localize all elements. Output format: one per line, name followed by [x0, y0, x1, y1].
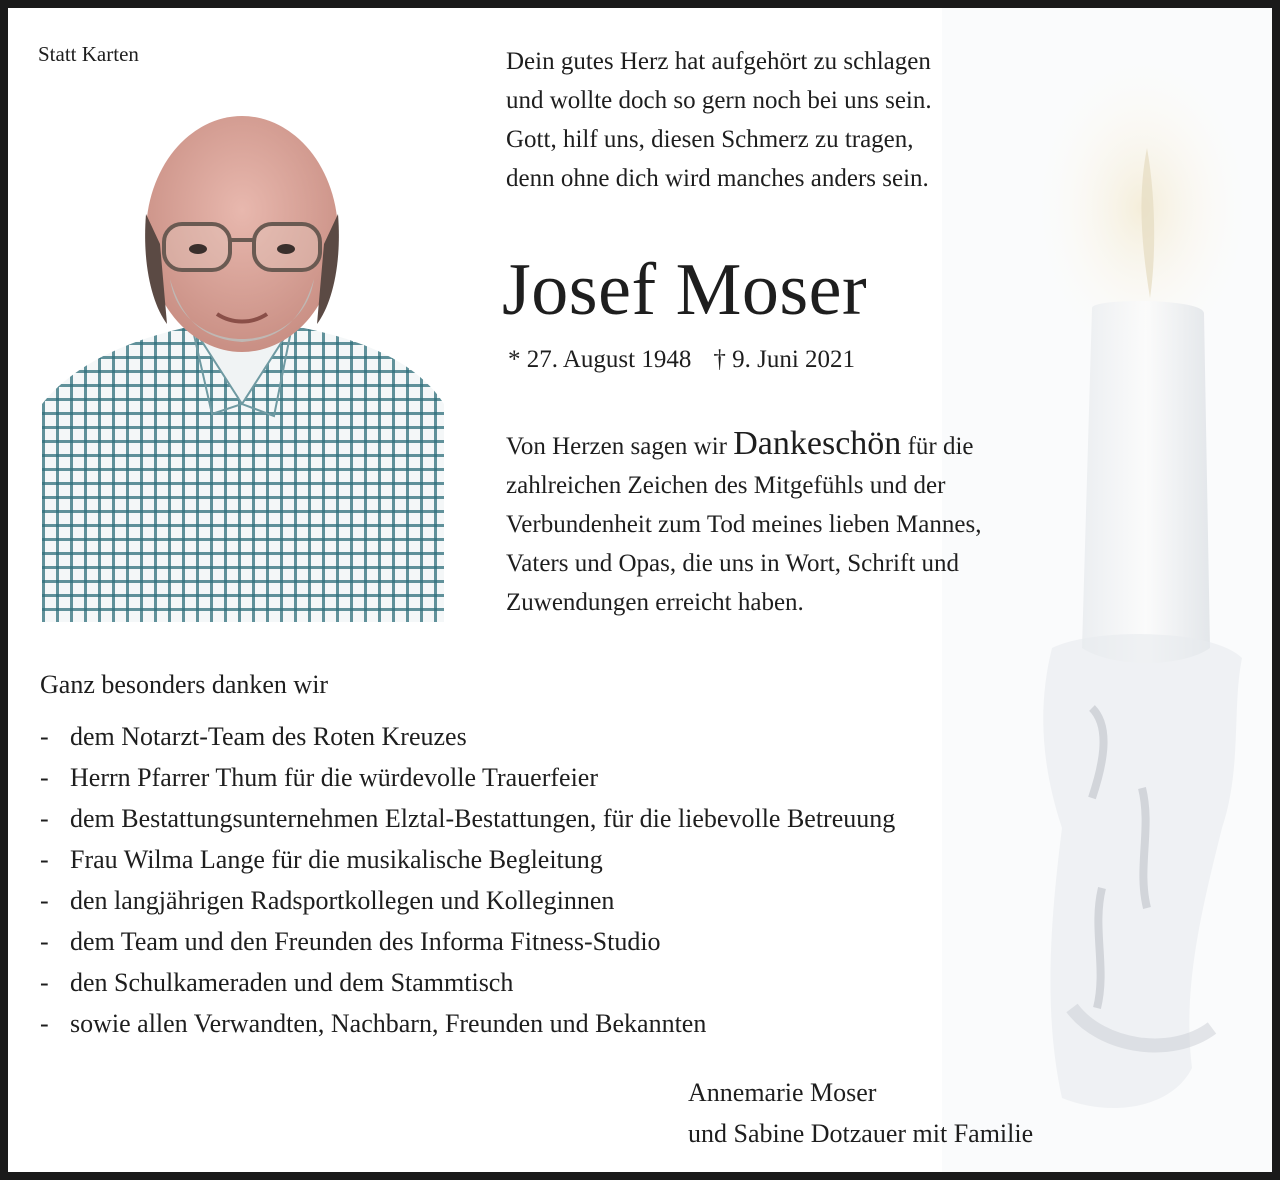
- thanks-line: zahlreichen Zeichen des Mitgefühls und der: [506, 472, 946, 499]
- poem-line: Gott, hilf uns, diesen Schmerz zu tragen,: [506, 126, 914, 153]
- life-dates: [508, 346, 855, 374]
- special-thanks-list: [38, 716, 895, 1044]
- special-thanks-heading: Ganz besonders danken wir: [40, 670, 329, 699]
- thanks-line: Vaters und Opas, die uns in Wort, Schrift und: [506, 550, 960, 577]
- list-item: - sowie allen Verwandten, Nachbarn, Freunden und Bekannten: [38, 1003, 895, 1044]
- thanks-intro-after: für die: [901, 433, 974, 460]
- thanks-intro-line: [506, 424, 1146, 466]
- list-item: - dem Bestattungsunternehmen Elztal-Bestattungen, für die liebevolle Betreuung: [38, 798, 895, 839]
- thanks-intro-before: Von Herzen sagen wir: [506, 433, 734, 460]
- list-item: - den langjährigen Radsportkollegen und Kolleginnen: [38, 880, 895, 921]
- signature-line: Annemarie Moser: [688, 1078, 877, 1107]
- birth-date: * 27. August 1948: [508, 346, 692, 373]
- thanks-paragraph: [506, 424, 1146, 622]
- poem-line: denn ohne dich wird manches anders sein.: [506, 165, 929, 192]
- list-item: - dem Team und den Freunden des Informa Fitness-Studio: [38, 921, 895, 962]
- signature-line: und Sabine Dotzauer mit Familie: [688, 1119, 1034, 1148]
- list-item: - Frau Wilma Lange für die musikalische Begleitung: [38, 839, 895, 880]
- list-item: - dem Notarzt-Team des Roten Kreuzes: [38, 716, 895, 757]
- thanks-line: Verbundenheit zum Tod meines lieben Mannes,: [506, 511, 982, 538]
- portrait-photo: [42, 104, 444, 622]
- deceased-name: Josef Moser: [502, 249, 868, 331]
- dankeschoen-emphasis: Dankeschön: [733, 425, 902, 462]
- poem-verse: [506, 42, 932, 198]
- family-signature: [688, 1072, 1033, 1154]
- poem-line: Dein gutes Herz hat aufgehört zu schlagen: [506, 48, 931, 75]
- poem-line: und wollte doch so gern noch bei uns sein.: [506, 87, 932, 114]
- statt-karten-label: Statt Karten: [38, 42, 139, 66]
- thanks-line: Zuwendungen erreicht haben.: [506, 589, 804, 616]
- list-item: - Herrn Pfarrer Thum für die würdevolle Trauerfeier: [38, 757, 895, 798]
- list-item: - den Schulkameraden und dem Stammtisch: [38, 962, 895, 1003]
- death-date: † 9. Juni 2021: [713, 346, 856, 373]
